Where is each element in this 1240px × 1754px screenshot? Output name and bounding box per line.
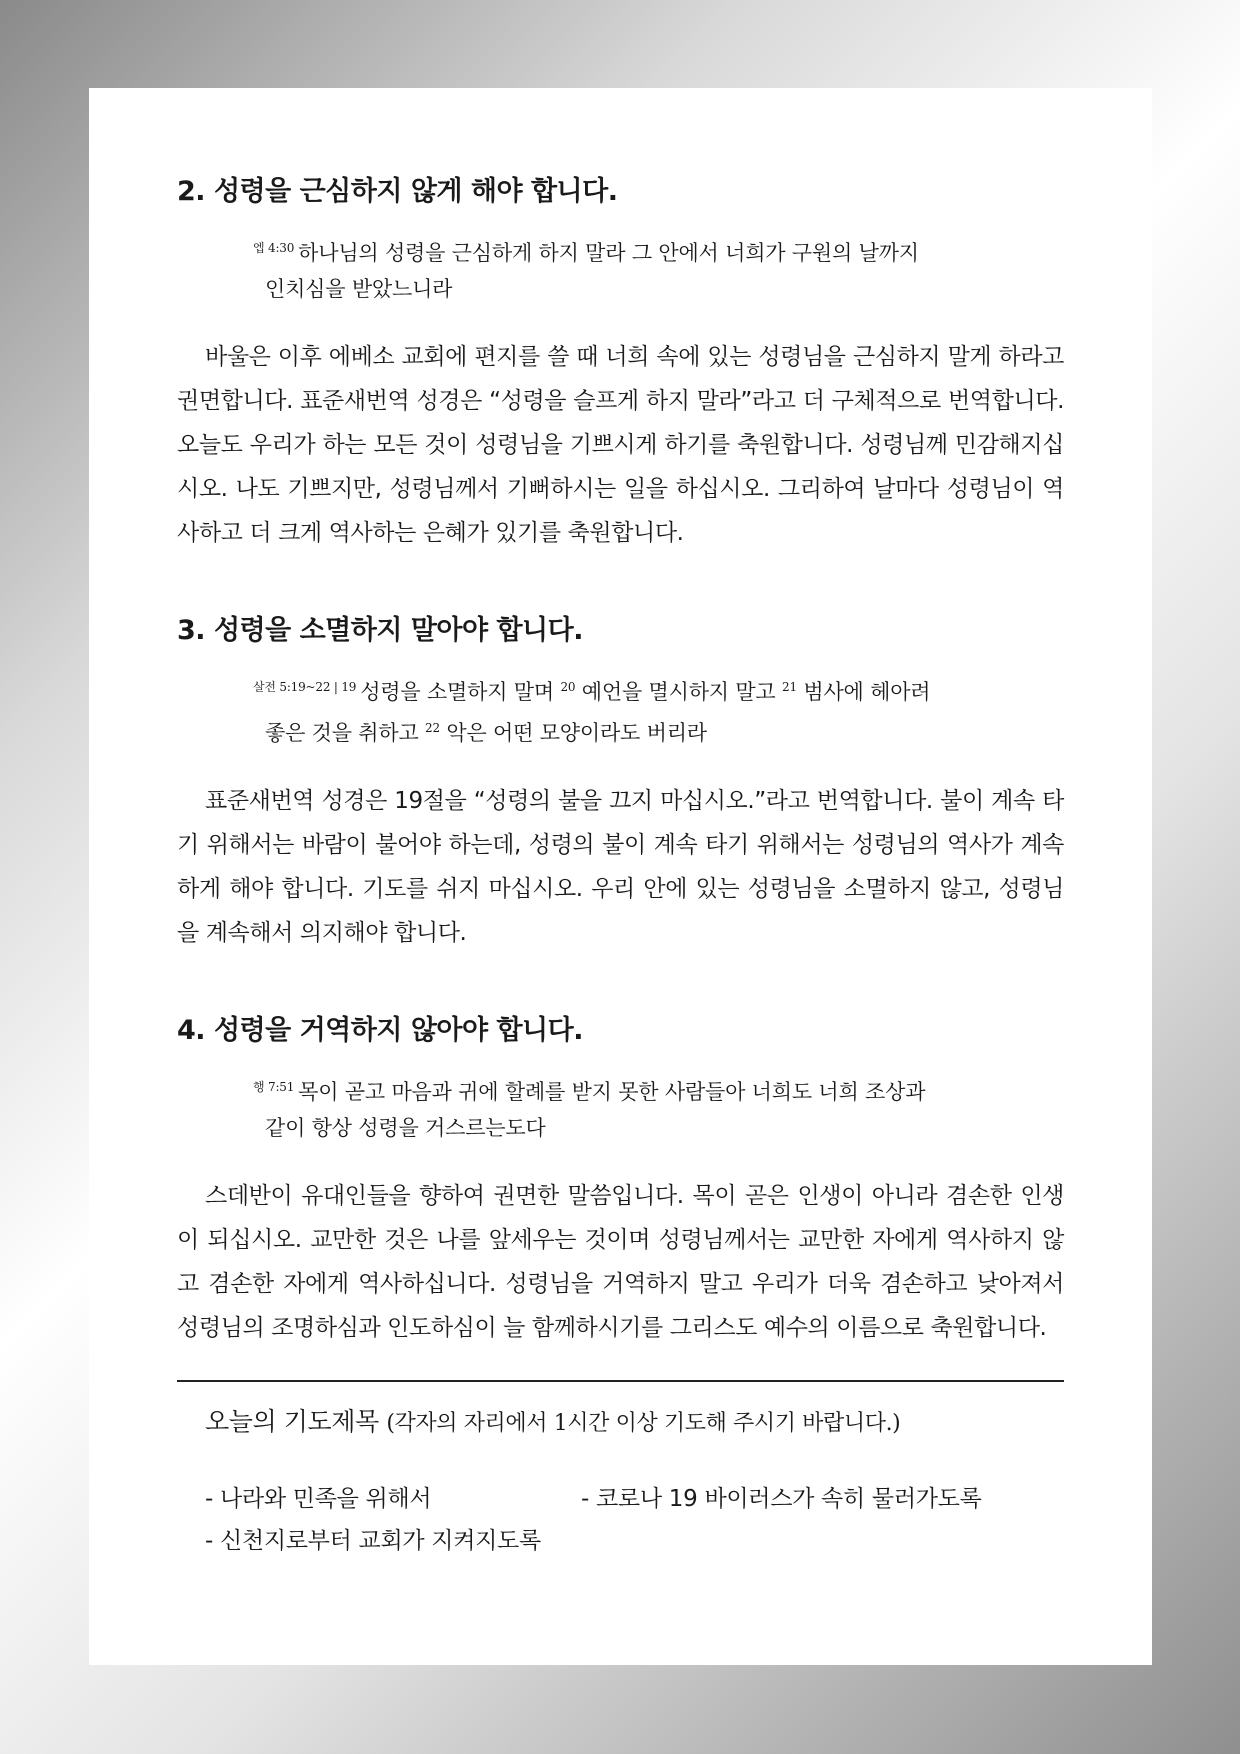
verse-reference: 행 7:51	[253, 1080, 295, 1094]
section-3	[177, 611, 1064, 955]
prayer-item: - 코로나 19 바이러스가 속히 물러가도록	[581, 1486, 982, 1512]
prayer-item: - 신천지로부터 교회가 지켜지도록	[205, 1528, 541, 1554]
verse-text: 성령을 소멸하지 말며	[360, 680, 554, 704]
verse-text-line1: 하나님의 성령을 근심하게 하지 말라 그 안에서 너희가 구원의 날까지	[298, 241, 919, 265]
verse-reference: 엡 4:30	[253, 241, 295, 255]
document-page	[89, 88, 1152, 1665]
verse-text: 예언을 멸시하지 말고	[581, 680, 776, 704]
section-body: 바울은 이후 에베소 교회에 편지를 쓸 때 너희 속에 있는 성령님을 근심하지 말게 하라고 권면합니다. 표준새번역 성경은 “성령을 슬프게 하지 말라”라고 더 구체적으로 번역합니다. 오늘도 우리가 하는 모든 것이 성령님을 기쁘시게 하기를 축원합니다. 성령님께 민감해지십시오. 나도 기쁘지만, 성령님께서 기뻐하시는 일을 하십시오. 그리하여 날마다 성령님이 역사하고 더 크게 역사하는 은혜가 있기를 축원합니다.	[177, 344, 1064, 546]
section-heading: 4. 성령을 거역하지 않아야 합니다.	[177, 1015, 583, 1046]
verse-text-line1: 목이 곧고 마음과 귀에 할례를 받지 못한 사람들아 너희도 너희 조상과	[298, 1080, 926, 1104]
verse-text-line2: 인치심을 받았느니라	[265, 277, 453, 301]
scripture-verse	[253, 1069, 988, 1146]
prayer-title	[205, 1402, 1064, 1444]
prayer-items	[205, 1478, 1064, 1562]
scripture-verse	[253, 230, 988, 307]
prayer-note: (각자의 자리에서 1시간 이상 기도해 주시기 바랍니다.)	[386, 1411, 901, 1436]
section-2	[177, 172, 1064, 555]
verse-text: 악은 어떤 모양이라도 버리라	[446, 721, 707, 745]
section-body: 스데반이 유대인들을 향하여 권면한 말씀입니다. 목이 곧은 인생이 아니라 겸손한 인생이 되십시오. 교만한 것은 나를 앞세우는 것이며 성령님께서는 교만한 자에게 역사하지 않고 겸손한 자에게 역사하십니다. 성령님을 거역하지 말고 우리가 더욱 겸손하고 낮아져서 성령님의 조명하심과 인도하심이 늘 함께하시기를 그리스도 예수의 이름으로 축원합니다.	[177, 1183, 1064, 1341]
section-heading: 3. 성령을 소멸하지 말아야 합니다.	[177, 615, 583, 646]
section-body: 표준새번역 성경은 19절을 “성령의 불을 끄지 마십시오.”라고 번역합니다. 불이 계속 타기 위해서는 바람이 불어야 하는데, 성령의 불이 계속 타기 위해서는 성령님의 역사가 계속하게 해야 합니다. 기도를 쉬지 마십시오. 우리 안에 있는 성령님을 소멸하지 않고, 성령님을 계속해서 의지해야 합니다.	[177, 788, 1064, 946]
divider	[177, 1380, 1064, 1382]
verse-number: 22	[425, 721, 440, 735]
verse-text-line2	[253, 710, 988, 751]
section-4	[177, 1011, 1064, 1350]
verse-number: 20	[560, 680, 576, 694]
prayer-item: - 나라와 민족을 위해서	[205, 1486, 432, 1512]
verse-text: 좋은 것을 취하고	[265, 721, 419, 745]
verse-text-line2: 같이 항상 성령을 거스르는도다	[265, 1116, 546, 1140]
scripture-verse	[253, 669, 988, 751]
verse-text: 범사에 헤아려	[803, 680, 931, 704]
prayer-label: 오늘의 기도제목	[205, 1407, 379, 1436]
verse-reference: 살전 5:19~22 | 19	[253, 680, 357, 694]
section-heading: 2. 성령을 근심하지 않게 해야 합니다.	[177, 176, 618, 207]
verse-number: 21	[782, 680, 797, 694]
